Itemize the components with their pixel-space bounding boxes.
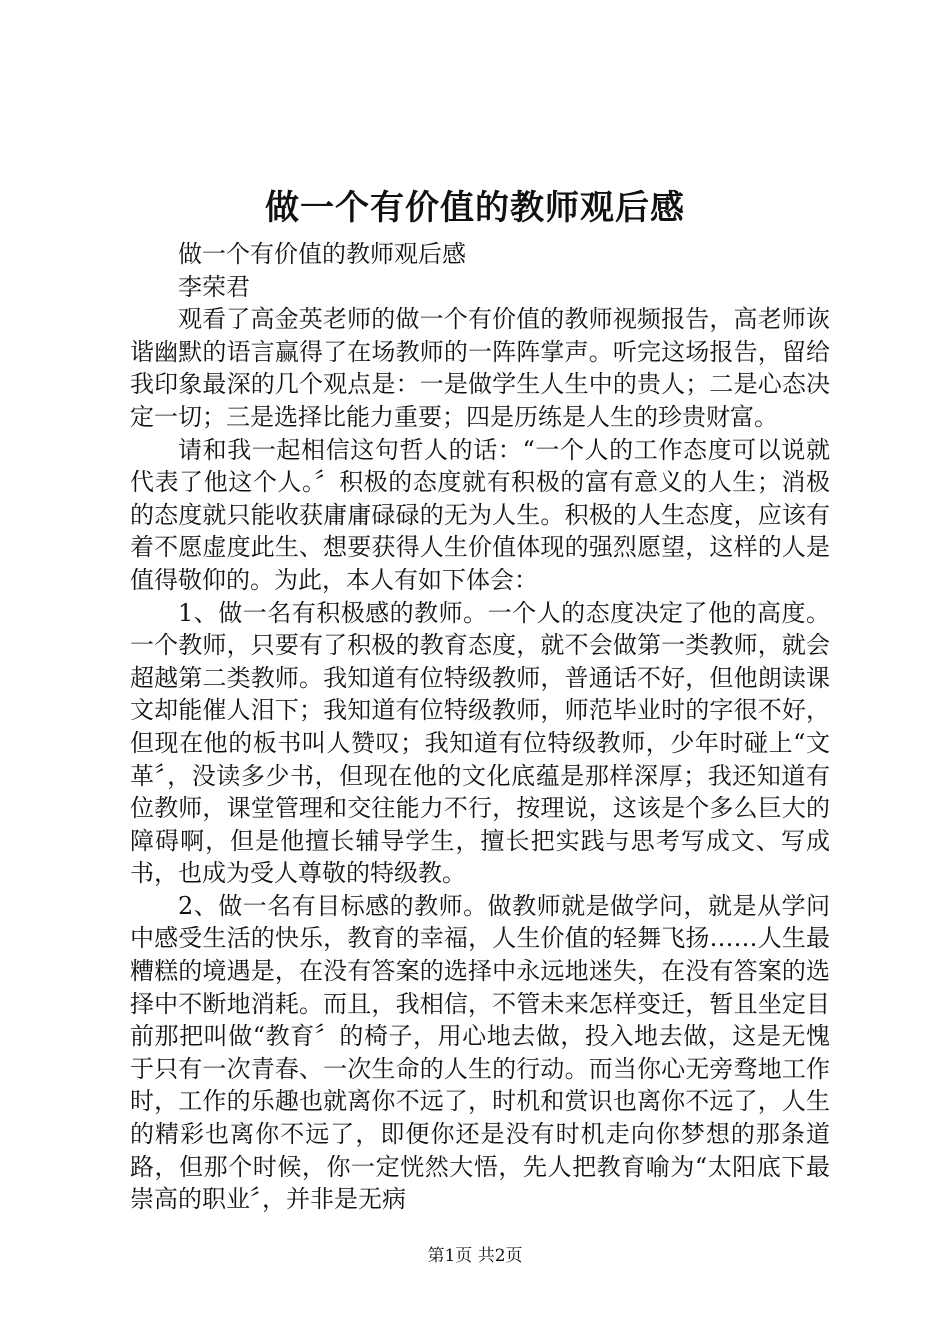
document-title: 做一个有价值的教师观后感 [265,188,685,228]
body-paragraph: 请和我一起相信这句哲人的话：“一个人的工作态度可以说就代表了他这个人。〞积极的态度就有积极的富有意义的人生；消极的态度就只能收获庸庸碌碌的无为人生。积极的人生态度，应该有着不愿虚度此生、想要获得人生价值体现的强烈愿望，这样的人是值得敬仰的。为此，本人有如下体会： [130,435,830,594]
document-body [130,238,830,1216]
author-paragraph: 李荣君 [178,272,250,301]
body-paragraph: 2、做一名有目标感的教师。做教师就是做学问，就是从学问中感受生活的快乐，教育的幸福，人生价值的轻舞飞扬……人生最糟糕的境遇是，在没有答案的选择中永远地迷失，在没有答案的选择中不断地消耗。而且，我相信，不管未来怎样变迁，暂且坐定目前那把叫做“教育〞的椅子，用心地去做，投入地去做，这是无愧于只有一次青春、一次生命的人生的行动。而当你心无旁骛地工作时，工作的乐趣也就离你不远了，时机和赏识也离你不远了，人生的精彩也离你不远了，即便你还是没有时机走向你梦想的那条道路，但那个时候，你一定恍然大悟，先人把教育喻为“太阳底下最崇高的职业〞，并非是无病 [130,891,830,1214]
body-paragraph: 观看了高金英老师的做一个有价值的教师视频报告，高老师诙谐幽默的语言赢得了在场教师的一阵阵掌声。听完这场报告，留给我印象最深的几个观点是：一是做学生人生中的贵人；二是心态决定一切；三是选择比能力重要；四是历练是人生的珍贵财富。 [130,305,830,431]
subtitle-paragraph: 做一个有价值的教师观后感 [178,240,466,268]
body-paragraph: 1、做一名有积极感的教师。一个人的态度决定了他的高度。一个教师，只要有了积极的教育态度，就不会做第一类教师，就会超越第二类教师。我知道有位特级教师，普通话不好，但他朗读课文却能催人泪下；我知道有位特级教师，师范毕业时的字很不好，但现在他的板书叫人赞叹；我知道有位特级教师，少年时碰上“文革〞，没读多少书，但现在他的文化底蕴是那样深厚；我还知道有位教师，课堂管理和交往能力不行，按理说，这该是个多么巨大的障碍啊，但是他擅长辅导学生，擅长把实践与思考写成文、写成书，也成为受人尊敬的特级教。 [130,598,830,888]
page-number-footer: 第1页 共2页 [427,1246,523,1266]
